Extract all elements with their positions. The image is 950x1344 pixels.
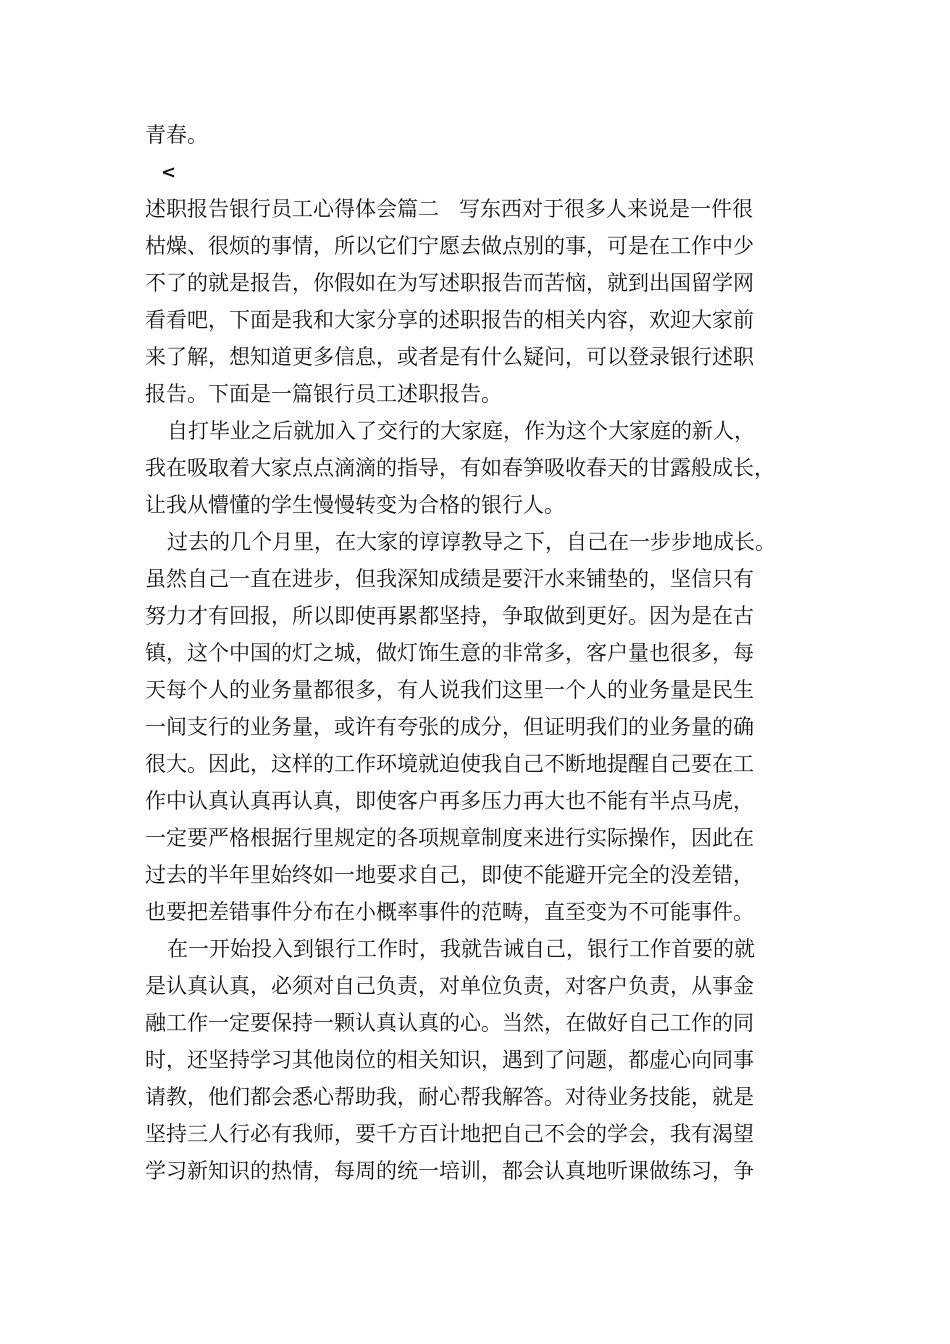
text-line: 来了解，想知道更多信息，或者是有什么疑问，可以登录银行述职 [145,345,754,369]
paragraph-start-line: 过去的几个月里，在大家的谆谆教导之下，自己在一步步地成长。 [167,530,776,554]
text-line: 一定要严格根据行里规定的各项规章制度来进行实际操作，因此在 [145,826,754,850]
text-line: 很大。因此，这样的工作环境就迫使我自己不断地提醒自己要在工 [145,752,754,776]
text-line: 融工作一定要保持一颗认真认真的心。当然，在做好自己工作的同 [145,1011,754,1035]
text-line: 一间支行的业务量，或许有夸张的成分，但证明我们的业务量的确 [145,715,754,739]
text-line: 也要把差错事件分布在小概率事件的范畴，直至变为不可能事件。 [145,900,754,924]
text-line: 作中认真认真再认真，即使客户再多压力再大也不能有半点马虎， [145,789,754,813]
text-line: 请教，他们都会悉心帮助我，耐心帮我解答。对待业务技能，就是 [145,1085,754,1109]
text-line: 努力才有回报，所以即使再累都坚持，争取做到更好。因为是在古 [145,604,754,628]
document-body [145,117,825,1190]
paragraph-start-line: 在一开始投入到银行工作时，我就告诫自己，银行工作首要的就 [167,937,755,961]
paragraph-start-line: 自打毕业之后就加入了交行的大家庭，作为这个大家庭的新人， [167,419,755,443]
text-line: 让我从懵懂的学生慢慢转变为合格的银行人。 [145,493,565,517]
text-line: 时，还坚持学习其他岗位的相关知识，遇到了问题，都虚心向同事 [145,1048,754,1072]
text-line: 坚持三人行必有我师，要千方百计地把自己不会的学会，我有渴望 [145,1122,754,1146]
text-line: 报告。下面是一篇银行员工述职报告。 [145,382,502,406]
text-line: 虽然自己一直在进步，但我深知成绩是要汗水来铺垫的，坚信只有 [145,567,754,591]
text-line: 天每个人的业务量都很多，有人说我们这里一个人的业务量是民生 [145,678,754,702]
text-line: 枯燥、很烦的事情，所以它们宁愿去做点别的事，可是在工作中少 [145,234,754,258]
heading-line [145,191,825,228]
text-line: 学习新知识的热情，每周的统一培训，都会认真地听课做练习，争 [145,1159,754,1183]
text-line: 我在吸取着大家点点滴滴的指导，有如春笋吸收春天的甘露般成长， [145,456,775,480]
text-line: 是认真认真，必须对自己负责，对单位负责，对客户负责，从事金 [145,974,754,998]
text-span: 写东西对于很多人来说是一件很 [459,197,753,221]
text-line: 看看吧，下面是我和大家分享的述职报告的相关内容，欢迎大家前 [145,308,754,332]
text-line: 过去的半年里始终如一地要求自己，即使不能避开完全的没差错， [145,863,754,887]
less-than-mark: < [161,162,177,183]
text-line: 不了的就是报告，你假如在为写述职报告而苦恼，就到出国留学网 [145,271,754,295]
text-line: 青春。 [145,123,208,147]
section-heading: 述职报告银行员工心得体会篇二 [145,197,439,221]
text-line: 镇，这个中国的灯之城，做灯饰生意的非常多，客户量也很多，每 [145,641,754,665]
